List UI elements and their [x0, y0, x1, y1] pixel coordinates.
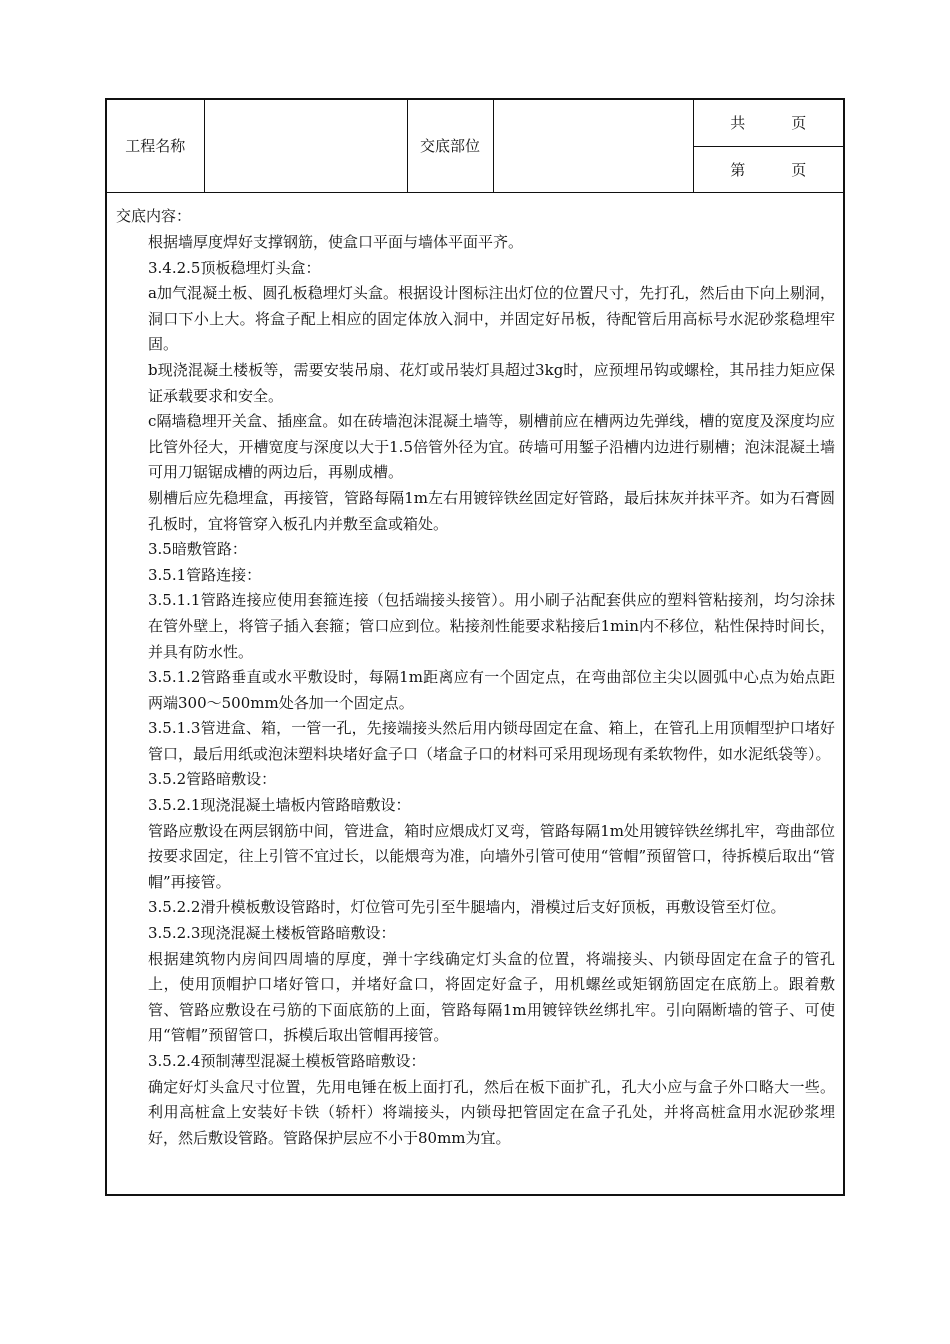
project-name-value	[204, 100, 407, 192]
content-paragraph: 3.5.2.3现浇混凝土楼板管路暗敷设：	[148, 924, 396, 943]
content-paragraph: 3.5.1管路连接：	[148, 565, 262, 584]
form-header-table	[107, 100, 843, 193]
content-paragraph: 3.5.2.4预制薄型混凝土模板管路暗敷设：	[148, 1052, 426, 1070]
content-paragraph: 3.5.2管路暗敷设：	[148, 770, 277, 789]
project-name-label: 工程名称	[107, 100, 204, 192]
total-pages-cell	[693, 100, 843, 146]
content-paragraph: 3.5暗敷管路：	[148, 540, 247, 559]
page-number-cell	[693, 146, 843, 192]
content-paragraph: 根据建筑物内房间四周墙的厚度，弹十字线确定灯头盒的位置，将端接头、内锁母固定在盒子的管孔上，使用顶帽护口堵好管口，并堵好盒口，将固定好盒子，用机螺丝或矩钢筋固定在底筋上。跟着敷管、管路应敷设在弓筋的下面底筋的上面，管路每隔1m用镀锌铁丝绑扎牢。引向隔断墙的管子、可使用“管帽”预留管口，拆模后取出管帽再接管。	[148, 949, 835, 1045]
content-paragraph: 确定好灯头盒尺寸位置，先用电锤在板上面打孔，然后在板下面扩孔，孔大小应与盒子外口略大一些。利用高桩盒上安装好卡铁（轿杆）将端接头，内锁母把管固定在盒子孔处，并将高桩盒用水泥砂浆埋好，然后敷设管路。管路保护层应不小于80mm为宜。	[148, 1077, 835, 1147]
content-paragraph: 3.5.2.1现浇混凝土墙板内管路暗敷设：	[148, 796, 411, 815]
content-paragraph: b现浇混凝土楼板等，需要安装吊扇、花灯或吊装灯具超过3kg时，应预埋吊钩或螺栓，其吊挂力矩应保证承载要求和安全。	[148, 360, 835, 405]
disclosure-form	[105, 98, 845, 1196]
disclosure-content	[107, 193, 843, 1151]
page-number-suffix: 页	[791, 160, 807, 179]
total-pages-suffix: 页	[791, 114, 807, 133]
content-paragraph: 管路应敷设在两层钢筋中间，管进盒，箱时应煨成灯叉弯，管路每隔1m处用镀锌铁丝绑扎牢，弯曲部位按要求固定，往上引管不宜过长，以能煨弯为准，向墙外引管可使用“管帽”预留管口，待拆模后取出“管帽”再接管。	[148, 821, 835, 891]
content-paragraph: 3.5.2.2滑升模板敷设管路时，灯位管可先引至牛腿墙内，滑模过后支好顶板，再敷设管至灯位。	[148, 898, 786, 917]
content-paragraph: 根据墙厚度焊好支撑钢筋，使盒口平面与墙体平面平齐。	[148, 233, 524, 251]
total-pages-prefix: 共	[730, 114, 746, 133]
content-label: 交底内容：	[116, 207, 192, 225]
content-paragraph: a加气混凝土板、圆孔板稳埋灯头盒。根据设计图标注出灯位的位置尺寸，先打孔，然后由下向上剔洞，洞口下小上大。将盒子配上相应的固定体放入洞中，并固定好吊板，待配管后用高标号水泥砂浆稳埋牢固。	[148, 284, 835, 354]
content-paragraph: 3.5.1.3管进盒、箱，一管一孔，先接端接头然后用内锁母固定在盒、箱上，在管孔上用顶帽型护口堵好管口，最后用纸或泡沫塑料块堵好盒子口（堵盒子口的材料可采用现场现有柔软物件，如水泥纸袋等）。	[148, 719, 835, 763]
content-paragraph: 3.5.1.2管路垂直或水平敷设时，每隔1m距离应有一个固定点，在弯曲部位主尖以圆弧中心点为始点距两端300～500mm处各加一个固定点。	[148, 668, 835, 712]
location-label: 交底部位	[407, 100, 493, 192]
content-paragraph: 剔槽后应先稳埋盒，再接管，管路每隔1m左右用镀锌铁丝固定好管路，最后抹灰并抹平齐。如为石膏圆孔板时，宜将管穿入板孔内并敷至盒或箱处。	[148, 488, 835, 533]
page-number-prefix: 第	[730, 160, 746, 179]
location-value	[493, 100, 693, 192]
content-paragraph: 3.5.1.1管路连接应使用套箍连接（包括端接头接管）。用小刷子沾配套供应的塑料管粘接剂，均匀涂抹在管外壁上，将管子插入套箍；管口应到位。粘接剂性能要求粘接后1min内不移位，粘性保持时间长，并具有防水性。	[148, 591, 835, 661]
content-paragraph: 3.4.2.5顶板稳埋灯头盒：	[148, 258, 321, 277]
content-paragraph: c隔墙稳埋开关盒、插座盒。如在砖墙泡沫混凝土墙等，剔槽前应在槽两边先弹线，槽的宽度及深度均应比管外径大，开槽宽度与深度以大于1.5倍管外径为宜。砖墙可用錾子沿槽内边进行剔槽；泡沫混凝土墙可用刀锯锯成槽的两边后，再剔成槽。	[148, 412, 835, 482]
